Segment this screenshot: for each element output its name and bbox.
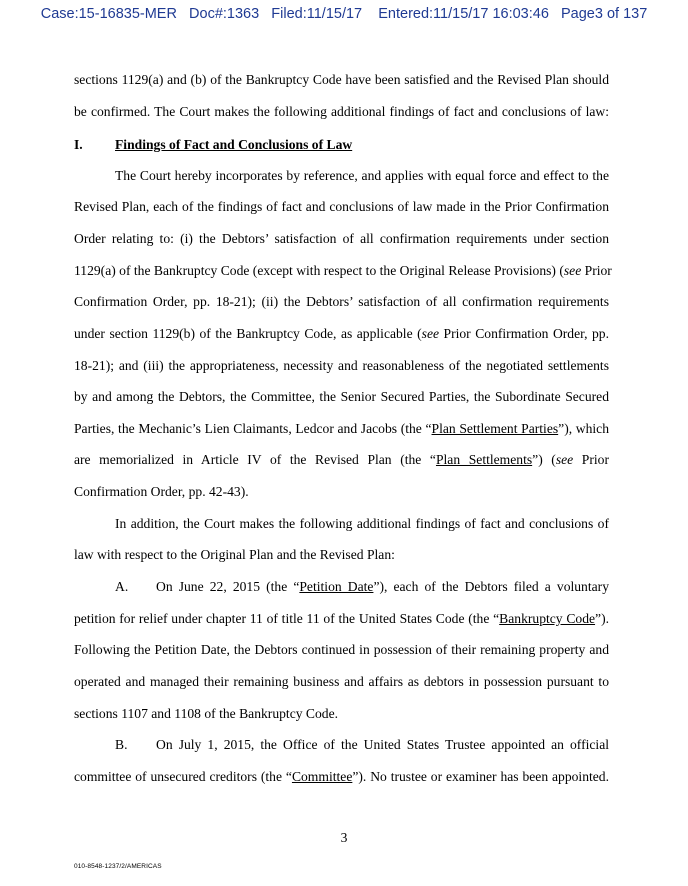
text: ”). No trustee or examiner has been appointed. xyxy=(352,769,609,784)
defined-term: Plan Settlement Parties xyxy=(431,421,559,436)
entered-date: Entered:11/15/17 16:03:46 xyxy=(378,6,549,22)
para1-line-2: Revised Plan, each of the findings of fact and conclusions of law made in the Prior Confirmation xyxy=(74,199,609,214)
para1-line-10 xyxy=(74,452,609,468)
text: 1129(a) of the Bankruptcy Code (except with respect to the Original Release Provisions) ( xyxy=(74,263,564,278)
text: ”), which xyxy=(558,421,609,436)
itemB-line-2 xyxy=(74,769,609,785)
text: Parties, the Mechanic’s Lien Claimants, Ledcor and Jacobs (the “ xyxy=(74,421,432,436)
para1-line-8: by and among the Debtors, the Committee, the Senior Secured Parties, the Subordinate Secured xyxy=(74,389,609,404)
text: On July 1, 2015, the Office of the United States Trustee appointed an official xyxy=(156,737,609,752)
text: petition for relief under chapter 11 of title 11 of the United States Code (the “ xyxy=(74,611,500,626)
itemA-line-2 xyxy=(74,611,609,627)
para1-line-11: Confirmation Order, pp. 42-43). xyxy=(74,484,249,499)
text: Prior xyxy=(581,263,612,278)
itemA-line-5: sections 1107 and 1108 of the Bankruptcy Code. xyxy=(74,706,339,721)
see-signal: see xyxy=(563,263,582,278)
para1-line-6 xyxy=(74,326,609,342)
defined-term: Committee xyxy=(291,769,353,784)
court-filing-header xyxy=(0,6,688,22)
item-letter: A. xyxy=(115,579,129,594)
text: Prior xyxy=(573,452,609,467)
text: ”). xyxy=(595,611,610,626)
see-signal: see xyxy=(421,326,440,341)
text: committee of unsecured creditors (the “ xyxy=(74,769,292,784)
page-number: 3 xyxy=(340,830,348,845)
text: On June 22, 2015 (the “ xyxy=(156,579,300,594)
para1-line-5: Confirmation Order, pp. 18-21); (ii) the Debtors’ satisfaction of all confirmation requirements xyxy=(74,294,609,309)
defined-term: Plan Settlements xyxy=(435,452,533,467)
para1-line-1: The Court hereby incorporates by reference, and applies with equal force and effect to the xyxy=(115,168,609,183)
para1-line-7: 18-21); and (iii) the appropriateness, necessity and reasonableness of the negotiated settlements xyxy=(74,358,609,373)
docket-number: Doc#:1363 xyxy=(189,6,260,22)
section-number: I. xyxy=(74,137,83,152)
filed-date: Filed:11/15/17 xyxy=(271,6,363,22)
text: under section 1129(b) of the Bankruptcy Code, as applicable ( xyxy=(74,326,422,341)
case-number: Case:15-16835-MER xyxy=(40,6,177,22)
document-id: 010-8548-1237/2/AMERICAS xyxy=(74,863,162,870)
itemA-line-1 xyxy=(115,579,609,595)
para1-line-4 xyxy=(74,263,612,279)
text: ”), each of the Debtors filed a voluntary xyxy=(373,579,609,594)
para2-line-2: law with respect to the Original Plan and the Revised Plan: xyxy=(74,547,395,562)
itemB-line-1 xyxy=(115,737,609,753)
section-title: Findings of Fact and Conclusions of Law xyxy=(115,137,353,152)
intro-line-2: be confirmed. The Court makes the following additional findings of fact and conclusions of law: xyxy=(74,104,609,119)
text: Prior Confirmation Order, pp. xyxy=(439,326,609,341)
item-letter: B. xyxy=(115,737,128,752)
itemA-line-4: operated and managed their remaining business and affairs as debtors in possession pursuant to xyxy=(74,674,609,689)
page-count: Page3 of 137 xyxy=(560,6,648,22)
text: are memorialized in Article IV of the Revised Plan (the “ xyxy=(74,452,436,467)
para1-line-9 xyxy=(74,421,609,437)
para1-line-3: Order relating to: (i) the Debtors’ satisfaction of all confirmation requirements under section xyxy=(74,231,609,246)
intro-line-1: sections 1129(a) and (b) of the Bankruptcy Code have been satisfied and the Revised Plan should xyxy=(74,72,609,87)
para2-line-1: In addition, the Court makes the following additional findings of fact and conclusions of xyxy=(115,516,609,531)
see-signal: see xyxy=(555,452,574,467)
text: ”) ( xyxy=(532,452,556,467)
defined-term: Bankruptcy Code xyxy=(499,611,596,626)
itemA-line-3: Following the Petition Date, the Debtors continued in possession of their remaining property and xyxy=(74,642,609,657)
defined-term: Petition Date xyxy=(299,579,374,594)
